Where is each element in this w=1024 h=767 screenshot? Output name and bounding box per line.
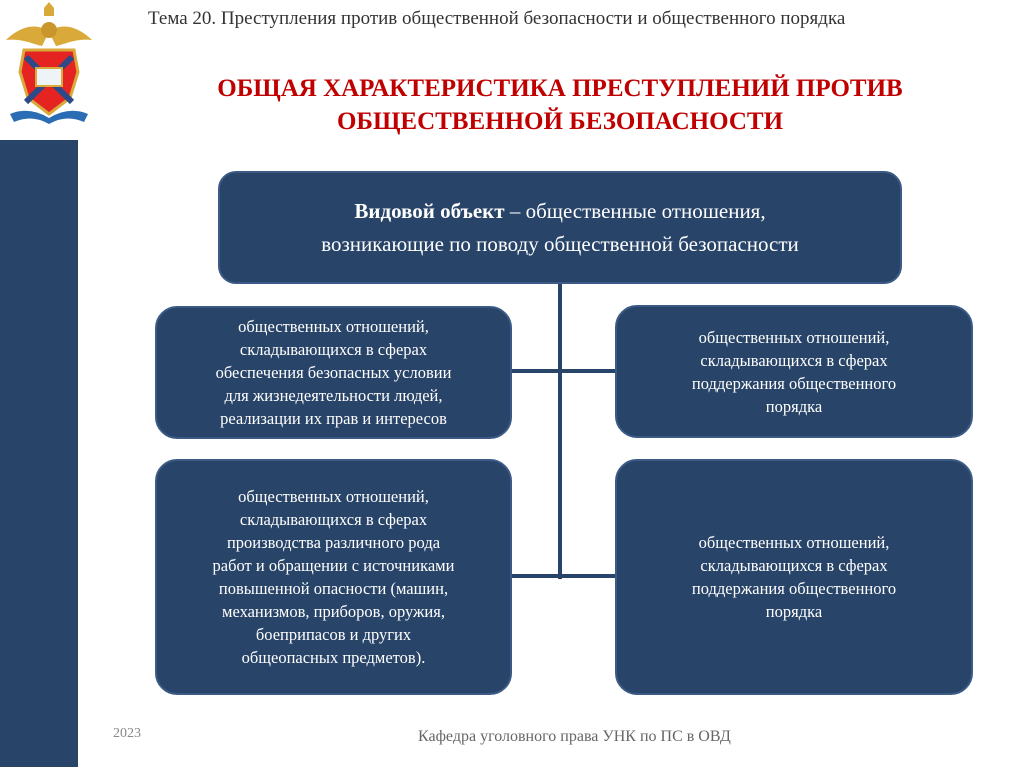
slide-title-line2: ОБЩЕСТВЕННОЙ БЕЗОПАСНОСТИ: [336, 108, 784, 135]
box-text-line: боеприпасов и других: [255, 625, 412, 644]
box-text-line: складывающихся в сферах: [700, 350, 888, 370]
footer-department: Кафедра уголовного права УНК по ПС в ОВД: [418, 728, 731, 745]
box-text-line: производства различного рода: [226, 533, 441, 552]
main-concept-text-line2: возникающие по поводу общественной безопасности: [321, 231, 799, 256]
box-text-line: повышенной опасности (машин,: [218, 579, 449, 598]
box-text-line: реализации их прав и интересов: [220, 409, 447, 428]
box-text-line: поддержания общественного: [691, 373, 897, 393]
box-text-line: складывающихся в сферах: [700, 556, 888, 575]
box-text-line: общественных отношений,: [698, 533, 890, 552]
box-text-line: складывающихся в сферах: [239, 510, 428, 529]
box-public-order-2: [615, 459, 973, 695]
box-text-line: порядка: [765, 396, 823, 416]
connector-bottom-horizontal: [510, 574, 617, 578]
connector-vertical: [558, 284, 562, 579]
topic-heading: Тема 20. Преступления против общественной безопасности и общественного порядка: [148, 8, 846, 29]
emblem-logo: [4, 2, 94, 127]
box-public-order-1: [615, 305, 973, 438]
box-text-line: механизмов, приборов, оружия,: [222, 602, 445, 621]
box-text-line: поддержания общественного: [691, 579, 897, 598]
main-concept-box: [218, 171, 902, 284]
sidebar-bar: [0, 140, 78, 767]
box-text-line: порядка: [765, 602, 823, 621]
main-concept-text: – общественные отношения,: [504, 198, 766, 223]
box-safe-conditions: [155, 306, 512, 439]
box-text-line: общеопасных предметов).: [241, 648, 426, 667]
box-text-line: для жизнедеятельности людей,: [224, 386, 443, 405]
box-text-line: общественных отношений,: [698, 327, 890, 347]
slide-title-line1: ОБЩАЯ ХАРАКТЕРИСТИКА ПРЕСТУПЛЕНИЙ ПРОТИВ: [217, 75, 903, 102]
box-text-line: общественных отношений,: [238, 487, 429, 506]
box-hazard-sources: [155, 459, 512, 695]
box-text-line: обеспечения безопасных условии: [215, 363, 452, 382]
box-text-line: общественных отношений,: [238, 317, 429, 336]
slide-title: [100, 72, 1020, 138]
connector-top-horizontal: [510, 369, 617, 373]
box-text-line: складывающихся в сферах: [239, 340, 428, 359]
main-concept-term: Видовой объект: [354, 198, 505, 223]
box-text-line: работ и обращении с источниками: [212, 556, 455, 575]
year-label: 2023: [113, 726, 141, 741]
